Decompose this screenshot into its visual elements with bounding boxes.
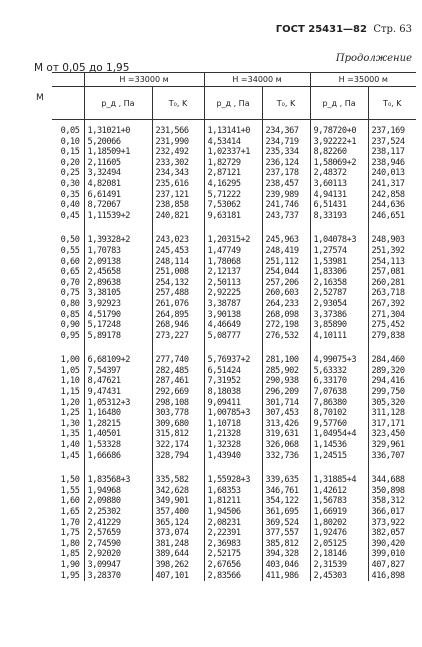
temperature-values: 248,903 251,392 254,113 257,081 260,281 263,718 267,392 271,304 275,452 279,838 [371,235,405,341]
pressure-values: 6,68109+2 7,54397 8,47621 9,47431 1,05312+3 1,16480 1,28215 1,40501 1,53328 1,66686 [84,341,152,461]
temperature-values: 243,023 245,453 248,114 251,008 254,132 257,488 261,076 264,895 268,946 273,227 [152,221,204,341]
table-row-block [52,341,416,461]
temperature-values: 281,100 285,902 290,938 296,209 301,714 307,453 313,426 319,631 326,068 332,736 [262,341,310,461]
temperature-values: 277,740 282,485 287,461 292,669 298,108 303,778 309,680 315,812 322,174 328,794 [152,341,204,461]
temperature-values: 234,367 234,719 235,334 236,124 237,178 238,457 239,989 241,746 243,737 [262,120,310,222]
temperature-values: 344,688 350,898 358,312 366,017 373,922 382,057 390,420 399,010 407,827 416,898 [371,475,405,581]
temperature-values: 237,169 237,524 238,117 238,946 240,013 241,317 242,858 244,636 246,651 [371,126,405,221]
pressure-values: 1,39328+2 1,70783 2,09138 2,45658 2,89638 3,38105 3,92923 4,51790 5,17248 5,89178 [84,221,152,341]
m-header-cell [52,73,84,87]
pressure-values: 1,83568+3 1,94968 2,09880 2,25302 2,41229 2,57659 2,74590 2,92020 3,09947 3,28370 [84,461,152,581]
table-row-block [52,120,416,222]
temperature-values: 335,582 342,628 349,901 357,400 365,124 373,074 381,248 389,644 398,262 407,101 [152,461,204,581]
pressure-values: 1,55928+3 1,68353 1,81211 1,94506 2,08231 2,22391 2,36983 2,52175 2,67656 2,83566 [204,461,262,581]
m-column-header: M [36,93,44,103]
page-label: Стр. 63 [373,24,412,35]
temperature-values: 339,635 346,761 354,122 361,695 369,524 377,557 385,812 394,328 403,046 411,986 [262,461,310,581]
temperature-header: T₀, K [262,87,310,120]
altitude-header-33000: H =33000 м [84,73,204,87]
pressure-header: p_д , Па [310,87,368,120]
pressure-values: 1,31885+4 1,42612 1,56783 1,66919 1,80202 1,92476 2,05125 2,18146 2,31539 2,45303 [310,461,368,581]
table-row-block [52,221,416,341]
page-header [276,24,412,35]
pressure-header: p_д , Па [84,87,152,120]
pressure-values: 5,76937+2 6,51424 7,31952 8,18038 9,09411 1,00785+3 1,10718 1,21328 1,32328 1,43940 [204,341,262,461]
temperature-values: 284,460 289,320 294,416 299,750 305,320 311,128 317,171 323,450 329,961 336,707 [371,355,405,461]
temperature-header: T₀, K [152,87,204,120]
mach-values: 1,00 1,05 1,10 1,15 1,20 1,25 1,30 1,35 1,40 1,45 [52,341,84,461]
pressure-values: 4,99075+3 5,63332 6,33170 7,07638 7,86380 8,70102 9,57760 1,04954+4 1,14536 1,24515 [310,341,368,461]
altitude-header-35000: H =35000 м [310,73,416,87]
temperature-header: T₀, K [368,87,416,120]
pressure-values: 1,20315+2 1,47749 1,78068 2,12137 2,50113 2,92225 3,38787 3,90138 4,46649 5,08777 [204,221,262,341]
gost-number: ГОСТ 25431—82 [275,24,367,35]
pressure-values: 1,04078+3 1,27574 1,53981 1,83306 2,16358 2,52787 2,93054 3,37386 3,85890 4,10111 [310,221,368,341]
mach-values: 1,50 1,55 1,60 1,65 1,70 1,75 1,80 1,85 1,90 1,95 [52,461,84,581]
table-row-block [52,461,416,581]
mach-values: 0,05 0,10 0,15 0,20 0,25 0,30 0,35 0,40 0,45 [52,120,84,222]
atmosphere-table [52,72,416,581]
temperature-values: 245,963 248,419 251,112 254,044 257,206 260,603 264,233 268,098 272,198 276,532 [262,221,310,341]
altitude-header-34000: H =34000 м [204,73,310,87]
mach-range-title: M от 0,05 до 1,95 [34,62,130,74]
pressure-values: 9,78720+0 3,92222+1 8,82260 1,58069+2 2,48372 3,60113 4,94131 6,51431 8,33193 [310,120,368,222]
pressure-values: 1,13141+0 4,53414 1,02337+1 1,82729 2,87121 4,16295 5,71222 7,53062 9,63181 [204,120,262,222]
pressure-values: 1,31021+0 5,20066 1,18509+1 2,11605 3,32494 4,82081 6,61491 8,72067 1,11539+2 [84,120,152,222]
pressure-header: p_д , Па [204,87,262,120]
mach-values: 0,50 0,55 0,60 0,65 0,70 0,75 0,80 0,85 0,90 0,95 [52,221,84,341]
temperature-values: 231,566 231,990 232,492 233,302 234,343 235,616 237,121 238,858 240,821 [152,120,204,222]
continuation-label: Продолжение [335,53,412,64]
